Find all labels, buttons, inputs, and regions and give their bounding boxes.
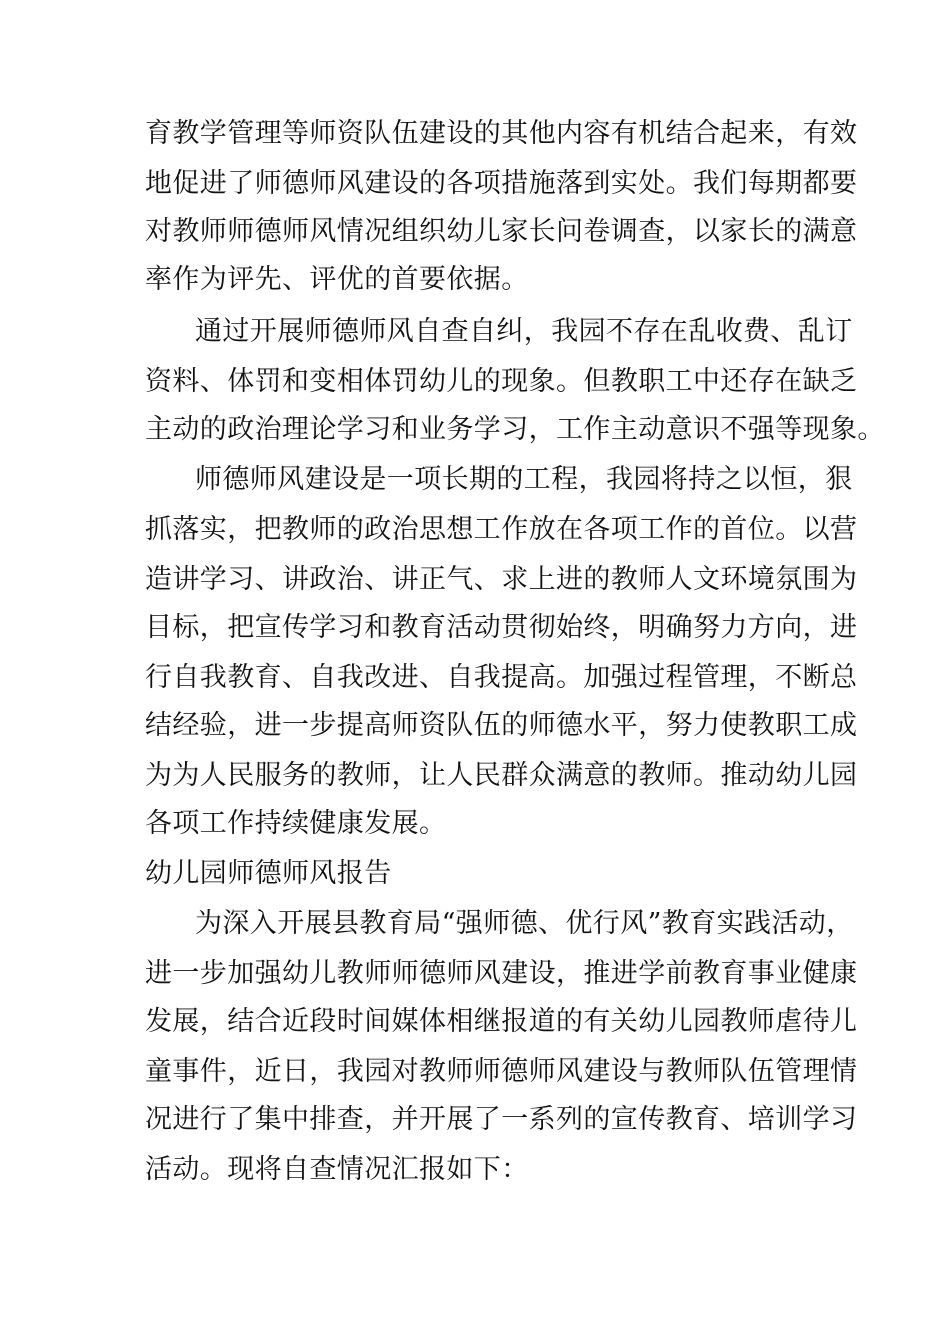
paragraph-line: 造讲学习、讲政治、讲正气、求上进的教师人文环境氛围为: [145, 564, 858, 595]
paragraph-line: 发展，结合近段时间媒体相继报道的有关幼儿园教师虐待儿: [145, 1006, 858, 1037]
paragraph-line: 育教学管理等师资队伍建设的其他内容有机结合起来，有效: [145, 118, 858, 149]
paragraph-line: 活动。现将自查情况汇报如下：: [145, 1154, 529, 1185]
paragraph-line: 目标，把宣传学习和教育活动贯彻始终，明确努力方向，进: [145, 612, 858, 643]
paragraph-line: 通过开展师德师风自查自纠，我园不存在乱收费、乱订: [195, 316, 853, 347]
paragraph-line: 主动的政治理论学习和业务学习，工作主动意识不强等现象。: [145, 414, 885, 445]
paragraph-line: 抓落实，把教师的政治思想工作放在各项工作的首位。以营: [145, 514, 858, 545]
paragraph-line: 况进行了集中排查，并开展了一系列的宣传教育、培训学习: [145, 1104, 858, 1135]
paragraph-line: 为深入开展县教育局“强师德、优行风”教育实践活动，: [195, 908, 854, 939]
section-heading: 幼儿园师德师风报告: [145, 858, 392, 889]
paragraph-line: 地促进了师德师风建设的各项措施落到实处。我们每期都要: [145, 168, 858, 199]
paragraph-line: 结经验，进一步提高师资队伍的师德水平，努力使教职工成: [145, 710, 858, 741]
paragraph-line: 童事件，近日，我园对教师师德师风建设与教师队伍管理情: [145, 1056, 858, 1087]
paragraph-line: 率作为评先、评优的首要依据。: [145, 264, 529, 295]
paragraph-line: 资料、体罚和变相体罚幼儿的现象。但教职工中还存在缺乏: [145, 366, 858, 397]
paragraph-line: 为为人民服务的教师，让人民群众满意的教师。推动幼儿园: [145, 760, 858, 791]
paragraph-line: 师德师风建设是一项长期的工程，我园将持之以恒，狠: [195, 464, 853, 495]
paragraph-line: 对教师师德师风情况组织幼儿家长问卷调查，以家长的满意: [145, 216, 858, 247]
paragraph-line: 各项工作持续健康发展。: [145, 808, 447, 839]
paragraph-line: 行自我教育、自我改进、自我提高。加强过程管理，不断总: [145, 662, 858, 693]
paragraph-line: 进一步加强幼儿教师师德师风建设，推进学前教育事业健康: [145, 958, 858, 989]
